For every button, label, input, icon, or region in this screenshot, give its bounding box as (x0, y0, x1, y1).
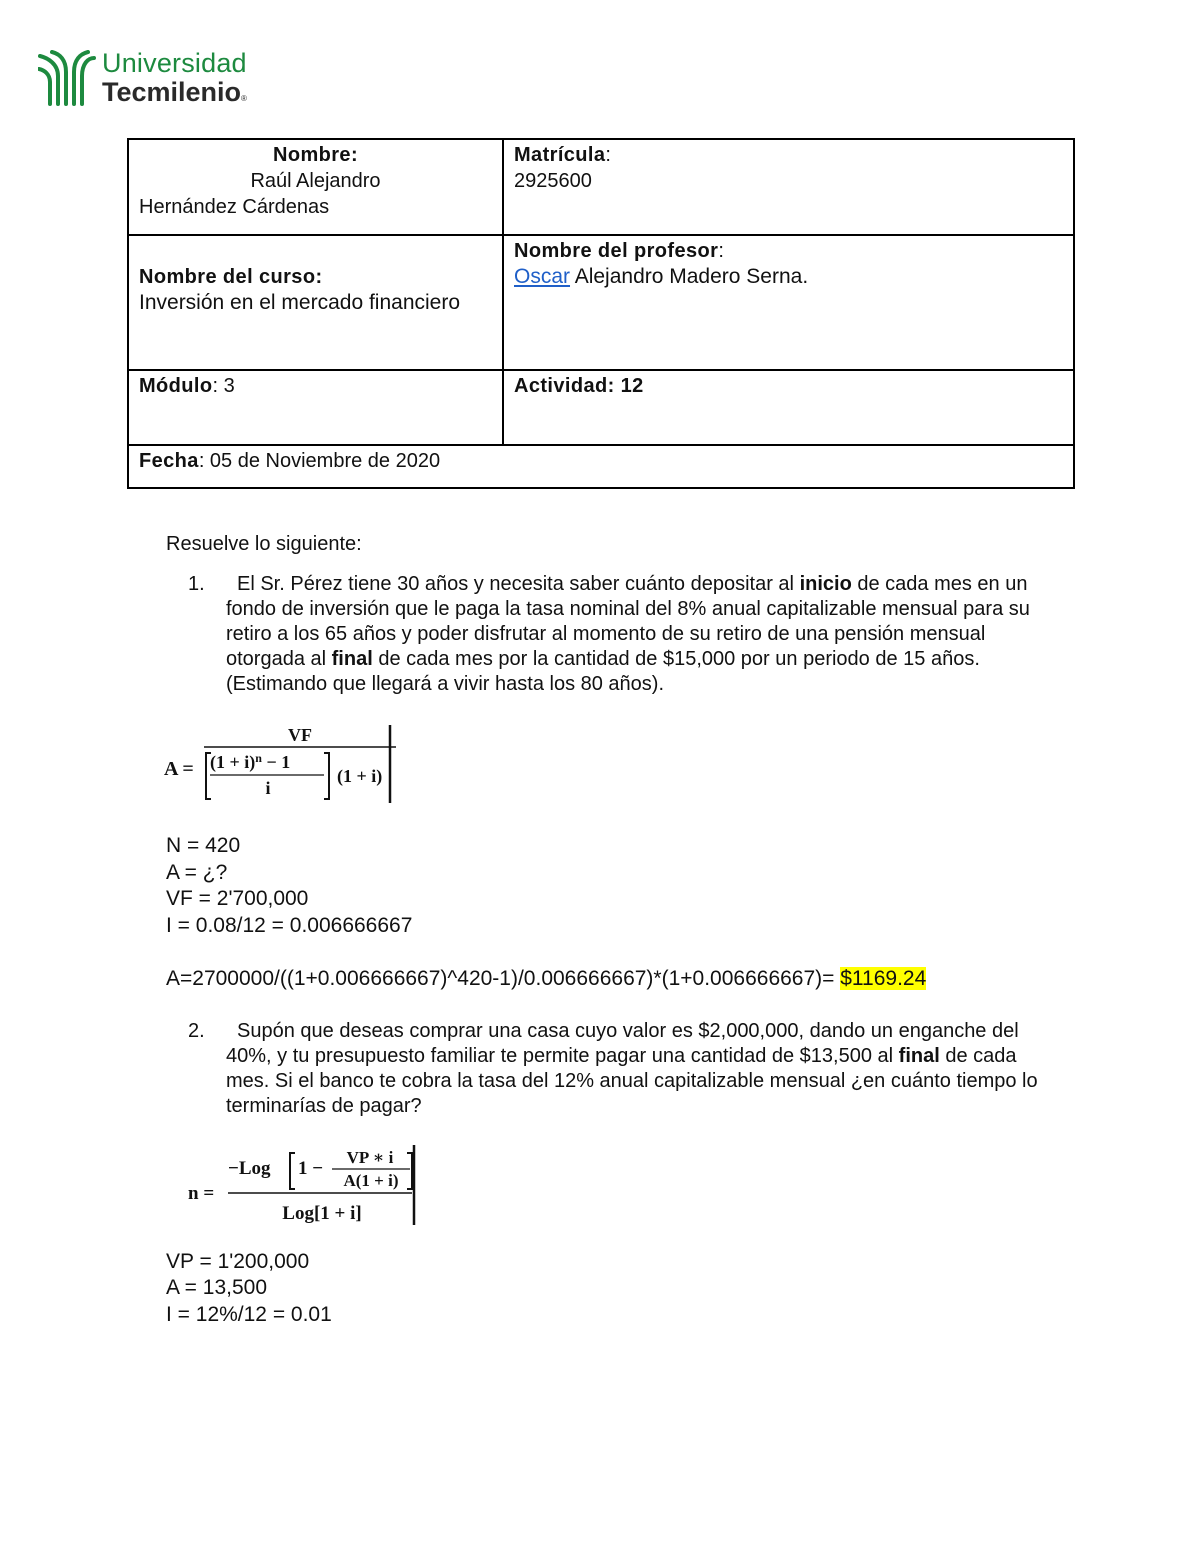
matricula-value: 2925600 (514, 170, 592, 192)
matricula-cell (503, 139, 1074, 235)
nombre-value-line2: Hernández Cárdenas (139, 196, 330, 218)
var-n: N = 420 (166, 834, 241, 857)
formula2-frac-denominator: A(1 + i) (343, 1170, 399, 1190)
problem-1-bold-inicio: inicio (799, 573, 852, 595)
formula2-one-minus: 1 − (298, 1157, 324, 1179)
problem-2-text-a: Supón que deseas comprar una casa cuyo valor es $2,000,000, dando un enganche del 40%, y tu presupuesto familiar te permite pagar una cantidad de $13,500 al (226, 1019, 1019, 1067)
problem-2-variables (166, 1249, 1066, 1329)
problem-2-text-b: de cada mes. Si el banco te cobra la tasa del 12% anual capitalizable mensual ¿en cuánto tiempo lo terminarías de pagar? (226, 1044, 1038, 1117)
logo-universidad-text: Universidad (102, 48, 247, 78)
term-formula (188, 1141, 458, 1231)
curso-cell (128, 235, 503, 370)
profesor-cell (503, 235, 1074, 370)
profesor-colon: : (718, 240, 724, 262)
problem-2 (166, 1019, 1046, 1119)
profesor-link[interactable]: Oscar (514, 265, 571, 288)
problem-1-text-b: de cada mes en un fondo de inversión que le paga la tasa nominal del 8% anual capitalizable mensual para su retiro a los 65 años y poder disfrutar al momento de su retiro de una pensión mensual otorgada al (226, 573, 1030, 670)
problem-1-number: 1. (188, 573, 205, 595)
curso-value: Inversión en el mercado financiero (139, 291, 461, 314)
var-a: A = ¿? (166, 860, 228, 884)
actividad-label: Actividad: 12 (514, 375, 644, 397)
var-vp: VP = 1'200,000 (166, 1249, 310, 1273)
formula2-denominator: Log[1 + i] (282, 1202, 362, 1224)
matricula-colon: : (605, 144, 611, 166)
result-highlight: $1169.24 (840, 967, 927, 990)
formula2-frac-numerator: VP ∗ i (346, 1147, 394, 1167)
modulo-label: Módulo (139, 375, 213, 397)
actividad-cell (503, 370, 1074, 445)
nombre-value-line1: Raúl Alejandro (250, 170, 381, 192)
profesor-rest: Alejandro Madero Serna. (570, 265, 809, 288)
problem-1-text-a: El Sr. Pérez tiene 30 años y necesita saber cuánto depositar al (237, 573, 800, 595)
matricula-label: Matrícula (514, 144, 606, 166)
var-vf: VF = 2'700,000 (166, 887, 309, 910)
formula1-factor: (1 + i) (337, 766, 383, 786)
university-logo (38, 50, 247, 106)
var-a2: A = 13,500 (166, 1276, 268, 1299)
formula1-inner-denominator: i (265, 778, 271, 798)
modulo-value: : 3 (212, 375, 235, 397)
registered-mark: ® (241, 94, 247, 103)
fecha-label: Fecha (139, 450, 199, 472)
problem-1-bold-final: final (331, 648, 373, 670)
var-i2: I = 12%/12 = 0.01 (166, 1302, 332, 1326)
problem-1 (166, 572, 1046, 697)
document-body (166, 532, 1066, 1328)
formula1-inner-numerator: $(1 + i)^n - 1$ (210, 751, 291, 772)
logo-tecmilenio-text: Tecmilenio® (102, 77, 247, 107)
formula1-lhs: A = (164, 758, 194, 780)
intro-text: Resuelve lo siguiente: (166, 533, 362, 555)
modulo-cell (128, 370, 503, 445)
tecmilenio-tree-icon (38, 50, 96, 106)
profesor-label: Nombre del profesor (514, 240, 719, 262)
problem-1-text-c: de cada mes por la cantidad de $15,000 por un periodo de 15 años. (Estimando que llegará a vivir hasta los 80 años). (226, 648, 980, 695)
problem-2-bold-final: final (898, 1044, 940, 1067)
calculation-line (166, 966, 1066, 993)
fecha-cell (128, 445, 1074, 488)
profesor-value (514, 264, 1063, 290)
fecha-value: : 05 de Noviembre de 2020 (198, 450, 441, 472)
annuity-formula (164, 723, 424, 809)
formula1-numerator: VF (288, 725, 312, 745)
var-i: I = 0.08/12 = 0.006666667 (166, 913, 413, 937)
nombre-cell (128, 139, 503, 235)
calculation-expression: A=2700000/((1+0.006666667)^420-1)/0.006666667)*(1+0.006666667)= (166, 967, 841, 990)
problem-2-number: 2. (188, 1019, 205, 1042)
student-info-table (127, 138, 1075, 489)
formula2-lhs: n = (188, 1182, 215, 1204)
nombre-label: Nombre: (272, 144, 359, 166)
curso-label: Nombre del curso: (139, 266, 323, 288)
problem-1-variables (166, 833, 1066, 939)
formula2-neg-log: −Log (228, 1157, 271, 1179)
